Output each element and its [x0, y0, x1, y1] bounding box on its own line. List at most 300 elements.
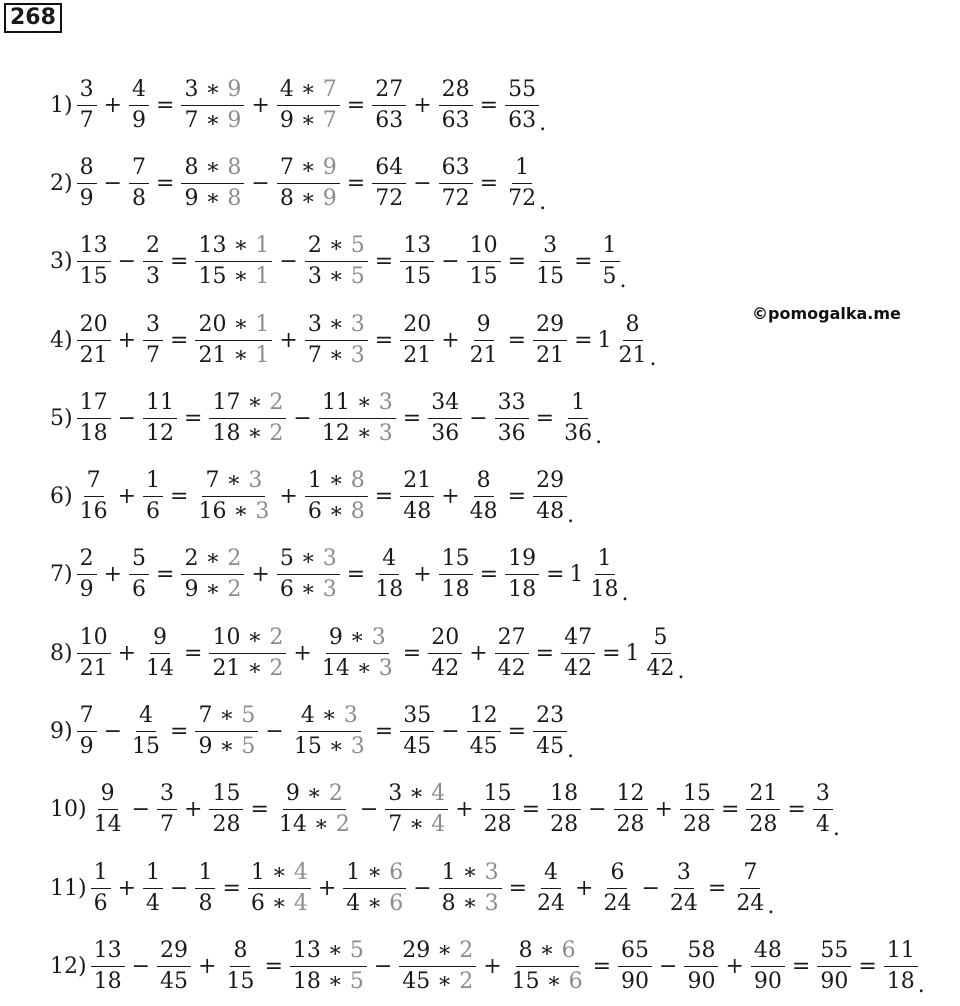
fraction: [77, 310, 111, 371]
denominator: 28: [749, 812, 778, 838]
period: .: [621, 581, 629, 607]
numerator: 3: [77, 75, 97, 106]
multiplier: 6: [568, 968, 583, 994]
denominator: 18: [375, 577, 404, 603]
fraction: [143, 388, 177, 449]
fraction: [372, 153, 406, 214]
fraction: [746, 779, 780, 840]
denominator: 9 ∗ 5: [198, 734, 256, 760]
fraction: [667, 858, 701, 919]
operator: =: [374, 484, 394, 510]
fraction: [616, 310, 650, 371]
numerator: 8: [77, 153, 97, 184]
multiplier: 6: [389, 859, 404, 885]
multiplier: 7: [322, 107, 337, 133]
numerator: 1: [512, 153, 532, 184]
watermark: ©pomogalka.me: [752, 304, 901, 323]
operator: −: [117, 249, 137, 275]
fraction: [195, 310, 272, 371]
operator: +: [469, 640, 488, 666]
denominator: 90: [753, 968, 782, 994]
fraction: [77, 544, 97, 605]
denominator: 36: [564, 420, 593, 446]
denominator: 36: [431, 420, 460, 446]
fraction: [588, 544, 622, 605]
denominator: 28: [550, 812, 579, 838]
denominator: 28: [616, 812, 645, 838]
operator: =: [546, 562, 565, 588]
operator: −: [103, 170, 123, 196]
denominator: 21: [79, 655, 108, 681]
fraction: [209, 388, 286, 449]
fraction: [400, 466, 434, 527]
operator: −: [131, 953, 151, 979]
operator: +: [483, 953, 502, 979]
denominator: 18: [93, 968, 122, 994]
numerator: 20: [77, 310, 111, 341]
numerator: 4 ∗ 3: [298, 701, 361, 732]
operator: +: [117, 484, 137, 510]
multiplier: 2: [328, 781, 343, 807]
numerator: 3: [674, 858, 694, 889]
denominator: 14: [93, 812, 122, 838]
fraction: [143, 231, 163, 292]
equation-label: 2): [50, 170, 73, 196]
multiplier: 4: [293, 859, 308, 885]
fraction: [277, 153, 340, 214]
operator: =: [574, 327, 593, 353]
equation-label: 3): [50, 249, 73, 275]
multiplier: 8: [350, 468, 365, 494]
denominator: 48: [403, 499, 432, 525]
operator: +: [441, 327, 460, 353]
fraction: [372, 544, 406, 605]
numerator: 4: [136, 701, 156, 732]
equation-row: [50, 849, 960, 927]
multiplier: 2: [459, 937, 474, 963]
fraction: [77, 623, 111, 684]
operator: =: [374, 719, 394, 745]
denominator: 8: [198, 890, 213, 916]
multiplier: 3: [378, 389, 393, 415]
denominator: 21 ∗ 2: [212, 655, 284, 681]
numerator: 2 ∗ 5: [305, 231, 368, 262]
multiplier: 8: [350, 499, 365, 525]
numerator: 48: [751, 936, 785, 967]
equation-row: [50, 301, 960, 379]
multiplier: 2: [269, 420, 284, 446]
multiplier: 3: [378, 420, 393, 446]
denominator: 15 ∗ 1: [198, 264, 270, 290]
fraction: [467, 310, 501, 371]
denominator: 90: [820, 968, 849, 994]
multiplier: 9: [322, 185, 337, 211]
operator: =: [507, 484, 527, 510]
denominator: 6 ∗ 3: [279, 577, 337, 603]
operator: +: [413, 562, 432, 588]
fraction: [77, 231, 111, 292]
operator: −: [441, 249, 460, 275]
denominator: 7: [160, 812, 175, 838]
fraction: [439, 153, 473, 214]
denominator: 16: [79, 499, 108, 525]
equation-label: 11): [50, 875, 87, 901]
numerator: 13 ∗ 1: [195, 231, 272, 262]
numerator: 3: [157, 779, 177, 810]
fraction: [277, 544, 340, 605]
equation-label: 5): [50, 405, 73, 431]
operator: −: [469, 405, 488, 431]
operator: −: [170, 875, 189, 901]
equation-row: [50, 536, 960, 614]
fraction: [481, 779, 515, 840]
denominator: 12 ∗ 3: [321, 420, 393, 446]
denominator: 7 ∗ 3: [307, 342, 365, 368]
equation-row: [50, 457, 960, 535]
numerator: 13 ∗ 5: [290, 936, 367, 967]
multiplier: 1: [255, 311, 270, 337]
fraction: [467, 466, 501, 527]
fraction: [276, 779, 353, 840]
multiplier: 9: [322, 154, 337, 180]
numerator: 12: [614, 779, 648, 810]
denominator: 8 ∗ 3: [441, 890, 499, 916]
fraction: [618, 936, 652, 997]
denominator: 4: [146, 890, 161, 916]
fraction: [428, 388, 462, 449]
multiplier: 5: [349, 968, 364, 994]
operator: +: [725, 953, 744, 979]
operator: =: [374, 249, 394, 275]
operator: +: [279, 327, 298, 353]
numerator: 6: [607, 858, 627, 889]
fraction: [600, 858, 634, 919]
denominator: 9: [79, 185, 94, 211]
numerator: 19: [505, 544, 539, 575]
operator: =: [574, 249, 593, 275]
multiplier: 9: [227, 107, 242, 133]
whole-part: 1: [625, 640, 640, 666]
operator: −: [413, 875, 432, 901]
numerator: 3: [813, 779, 833, 810]
numerator: 3 ∗ 9: [181, 75, 244, 106]
operator: =: [787, 797, 806, 823]
denominator: 45: [469, 734, 498, 760]
operator: −: [131, 797, 151, 823]
denominator: 48: [469, 499, 498, 525]
fraction: [91, 936, 125, 997]
period: .: [595, 424, 603, 450]
numerator: 3 ∗ 3: [305, 310, 368, 341]
numerator: 20: [400, 310, 434, 341]
denominator: 15 ∗ 3: [293, 734, 365, 760]
numerator: 4: [379, 544, 399, 575]
denominator: 6 ∗ 4: [250, 890, 308, 916]
period: .: [567, 737, 575, 763]
numerator: 2: [143, 231, 163, 262]
equation-list: [50, 66, 960, 1006]
denominator: 45: [403, 734, 432, 760]
fraction: [129, 153, 149, 214]
fraction: [305, 310, 368, 371]
fraction: [428, 623, 462, 684]
operator: −: [659, 953, 678, 979]
multiplier: 3: [371, 624, 386, 650]
operator: +: [654, 797, 673, 823]
fraction: [400, 231, 434, 292]
multiplier: 5: [350, 264, 365, 290]
period: .: [917, 972, 925, 998]
fraction: [129, 544, 149, 605]
operator: +: [293, 640, 312, 666]
period: .: [677, 659, 685, 685]
operator: −: [265, 719, 284, 745]
numerator: 4 ∗ 7: [277, 75, 340, 106]
numerator: 1: [600, 231, 620, 262]
equation-label: 9): [50, 719, 73, 745]
numerator: 29: [533, 310, 567, 341]
operator: +: [184, 797, 203, 823]
operator: −: [588, 797, 607, 823]
numerator: 9 ∗ 3: [326, 623, 389, 654]
operator: =: [508, 875, 528, 901]
denominator: 15: [132, 734, 161, 760]
numerator: 29 ∗ 2: [399, 936, 476, 967]
denominator: 21 ∗ 1: [198, 342, 270, 368]
fraction: [77, 75, 97, 136]
period: .: [619, 267, 627, 293]
operator: =: [592, 953, 612, 979]
fraction: [195, 858, 215, 919]
operator: +: [103, 562, 123, 588]
equation-label: 1): [50, 92, 73, 118]
denominator: 21: [469, 342, 498, 368]
numerator: 20 ∗ 1: [195, 310, 272, 341]
fraction: [385, 779, 448, 840]
numerator: 4: [129, 75, 149, 106]
operator: =: [170, 719, 189, 745]
fraction: [817, 936, 851, 997]
denominator: 4: [815, 812, 830, 838]
fraction: [533, 466, 567, 527]
fraction: [509, 936, 586, 997]
operator: +: [117, 875, 137, 901]
operator: =: [507, 249, 527, 275]
fraction: [600, 231, 620, 292]
numerator: 1: [91, 858, 111, 889]
operator: +: [279, 484, 298, 510]
operator: =: [156, 170, 175, 196]
numerator: 17 ∗ 2: [209, 388, 286, 419]
numerator: 2 ∗ 2: [181, 544, 244, 575]
multiplier: 4: [431, 781, 446, 807]
operator: =: [479, 562, 499, 588]
numerator: 20: [428, 623, 462, 654]
numerator: 55: [817, 936, 851, 967]
operator: +: [441, 484, 460, 510]
denominator: 21: [79, 342, 108, 368]
denominator: 36: [497, 420, 526, 446]
numerator: 27: [372, 75, 406, 106]
fraction: [439, 75, 473, 136]
operator: =: [402, 405, 422, 431]
multiplier: 6: [561, 937, 576, 963]
denominator: 18: [508, 577, 537, 603]
fraction: [291, 701, 368, 762]
fraction: [505, 153, 539, 214]
denominator: 45 ∗ 2: [402, 968, 474, 994]
fraction: [157, 779, 177, 840]
fraction: [495, 623, 529, 684]
numerator: 55: [505, 75, 539, 106]
mixed-number: [626, 623, 680, 684]
denominator: 9: [132, 107, 147, 133]
numerator: 1 ∗ 3: [439, 858, 502, 889]
multiplier: 2: [335, 812, 350, 838]
numerator: 47: [561, 623, 595, 654]
denominator: 28: [212, 812, 241, 838]
operator: =: [170, 249, 189, 275]
denominator: 7: [146, 342, 161, 368]
numerator: 9: [98, 779, 118, 810]
numerator: 7: [84, 466, 104, 497]
fraction: [91, 858, 111, 919]
denominator: 7 ∗ 4: [388, 812, 446, 838]
operator: =: [184, 405, 203, 431]
equation-row: [50, 771, 960, 849]
numerator: 28: [439, 75, 473, 106]
fraction: [195, 701, 258, 762]
numerator: 3 ∗ 4: [385, 779, 448, 810]
fraction: [277, 75, 340, 136]
denominator: 48: [536, 499, 565, 525]
numerator: 1: [568, 388, 588, 419]
numerator: 13: [91, 936, 125, 967]
denominator: 18: [590, 577, 619, 603]
denominator: 12: [146, 420, 175, 446]
operator: +: [317, 875, 337, 901]
denominator: 18: [79, 420, 108, 446]
fraction: [561, 388, 595, 449]
multiplier: 3: [350, 311, 365, 337]
multiplier: 5: [349, 937, 364, 963]
equation-row: [50, 379, 960, 457]
fraction: [561, 623, 595, 684]
numerator: 15: [209, 779, 243, 810]
multiplier: 9: [227, 76, 242, 102]
multiplier: 3: [322, 546, 337, 572]
denominator: 24: [537, 890, 566, 916]
denominator: 28: [483, 812, 512, 838]
numerator: 17: [77, 388, 111, 419]
operator: =: [346, 170, 366, 196]
fraction: [644, 623, 678, 684]
operator: =: [374, 327, 394, 353]
equation-label: 10): [50, 797, 87, 823]
equation-row: [50, 223, 960, 301]
numerator: 10: [77, 623, 111, 654]
denominator: 16 ∗ 3: [198, 499, 270, 525]
fraction: [399, 936, 476, 997]
numerator: 3: [143, 310, 163, 341]
numerator: 2: [77, 544, 97, 575]
operator: =: [535, 640, 555, 666]
whole-part: 1: [569, 562, 584, 588]
denominator: 6: [132, 577, 147, 603]
operator: =: [264, 953, 283, 979]
equation-label: 8): [50, 640, 73, 666]
fraction: [305, 231, 368, 292]
operator: −: [293, 405, 312, 431]
operator: =: [521, 797, 541, 823]
fraction: [157, 936, 191, 997]
fraction: [195, 231, 272, 292]
fraction: [248, 858, 311, 919]
fraction: [181, 75, 244, 136]
fraction: [209, 623, 286, 684]
denominator: 72: [375, 185, 404, 211]
numerator: 21: [400, 466, 434, 497]
numerator: 8: [623, 310, 643, 341]
operator: −: [279, 249, 298, 275]
denominator: 6 ∗ 8: [307, 499, 365, 525]
multiplier: 5: [241, 734, 256, 760]
numerator: 8: [230, 936, 250, 967]
numerator: 33: [495, 388, 529, 419]
numerator: 27: [495, 623, 529, 654]
multiplier: 1: [255, 233, 270, 259]
operator: +: [117, 327, 137, 353]
operator: =: [156, 562, 175, 588]
numerator: 4: [541, 858, 561, 889]
operator: =: [720, 797, 740, 823]
denominator: 24: [669, 890, 698, 916]
numerator: 11: [884, 936, 918, 967]
fraction: [533, 310, 567, 371]
equation-label: 4): [50, 327, 73, 353]
numerator: 7 ∗ 9: [277, 153, 340, 184]
denominator: 9 ∗ 2: [184, 577, 242, 603]
numerator: 7 ∗ 3: [202, 466, 265, 497]
denominator: 24: [603, 890, 632, 916]
fraction: [439, 858, 502, 919]
numerator: 8: [474, 466, 494, 497]
equation-label: 12): [50, 953, 87, 979]
operator: =: [156, 92, 175, 118]
equation-row: [50, 927, 960, 1005]
fraction: [467, 231, 501, 292]
fraction: [77, 701, 97, 762]
fraction: [614, 779, 648, 840]
multiplier: 2: [269, 655, 284, 681]
equation-row: [50, 66, 960, 144]
denominator: 42: [497, 655, 526, 681]
denominator: 21: [536, 342, 565, 368]
numerator: 5: [129, 544, 149, 575]
fraction: [343, 858, 406, 919]
numerator: 7: [77, 701, 97, 732]
numerator: 35: [400, 701, 434, 732]
fraction: [400, 310, 434, 371]
denominator: 15: [403, 264, 432, 290]
numerator: 1 ∗ 6: [343, 858, 406, 889]
numerator: 21: [746, 779, 780, 810]
numerator: 18: [547, 779, 581, 810]
multiplier: 5: [350, 233, 365, 259]
multiplier: 2: [227, 546, 242, 572]
numerator: 1 ∗ 8: [305, 466, 368, 497]
operator: +: [455, 797, 474, 823]
